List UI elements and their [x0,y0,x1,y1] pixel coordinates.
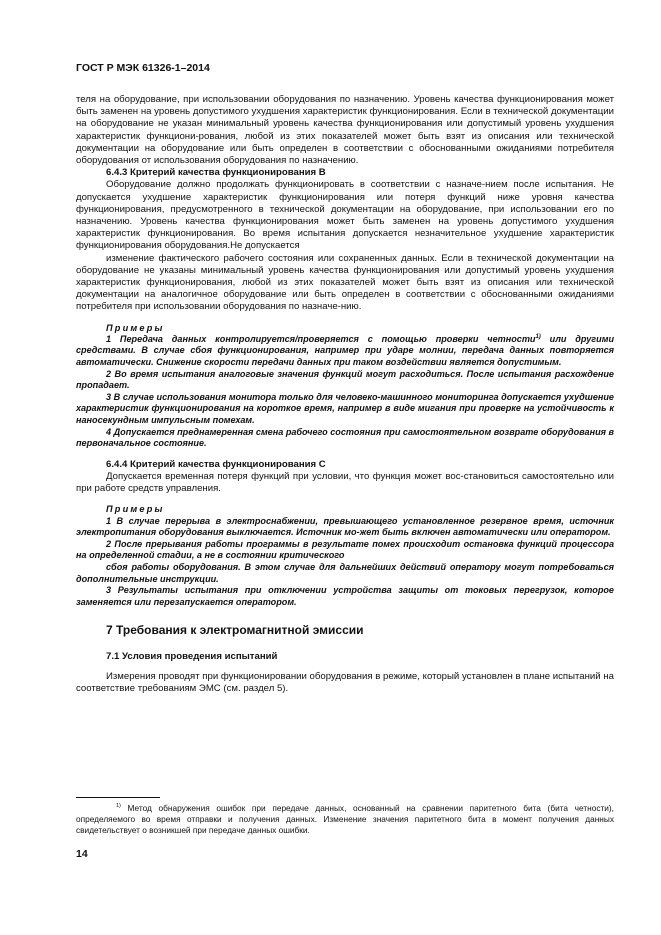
example-item: 4 Допускается преднамеренная смена рабочего состояния при самостоятельном возврате оборудования в первоначальное состояние. [76,426,614,449]
example-item: 3 Результаты испытания при отключении устройства защиты от токовых перегрузок, которое заменяется или перезапускается оператором. [76,585,614,607]
page-number: 14 [76,848,88,860]
example-item: 1 В случае перерыва в электроснабжении, превышающего установленное резервное время, источник электропитания оборудования выключается. Источник мо-жет быть включен автоматически или оператором. [76,515,614,538]
example-item: 2 Во время испытания аналоговые значения функций могут расходиться. После испытания расхождение пропадает. [76,368,614,391]
section-heading-7-1: 7.1 Условия проведения испытаний [106,650,278,662]
footnote-divider [76,797,160,798]
footnote-marker: 1) [116,803,121,810]
footnote-ref[interactable]: 1) [535,333,541,340]
section-heading-6-4-4: 6.4.4 Критерий качества функционирования C [106,458,326,470]
section-heading-6-4-3: 6.4.3 Критерий качества функционирования B [106,167,326,179]
example-item [76,334,614,369]
paragraph: Оборудование должно продолжать функционировать в соответствии с назначе-нием после испытания. Не допускается ухудшение характеристик функционирования или потеря функций ниже уровня качества функционирования, предусмотренного в технической документации на оборудование, при использовании его по назначению. Уровень качества функционирования может быть заменен на уровень допустимого ухудшения характеристик функционирования. Во время испытания допускается незначительное ухудшение характеристик функционирования оборудования.Не допускается [76,179,614,252]
paragraph: изменение фактического рабочего состояния или сохраненных данных. Если в технической документации на оборудование не указаны минимальный уровень качества функционирования или допустимый уровень ухудшения характеристик функционирования, любой из этих показателей может быть взят из описания или технической документации на аналогичное оборудование или быть определен в соответствии с обоснованными ожиданиями потребителя при использовании оборудования по назначе-нию. [76,252,614,313]
page-content [76,94,614,695]
paragraph: Измерения проводят при функционировании оборудования в режиме, который установлен в плане испытаний на соответствие требованиям ЭМС (см. раздел 5). [76,670,614,694]
examples-title: Примеры [106,504,165,515]
example-text: или другими средствами. В случае сбоя функционирования, например при ударе молнии, передача данных повторяется автоматически. Снижение скорости передачи данных при таком воздействии является допустимым. [76,333,614,368]
example-item: 3 В случае использования монитора только для человеко-машинного мониторинга допускается ухудшение характеристик функционирования на короткое время, например в виде мигания при проверке на устойчивость к наносекундным импульсным помехам. [76,391,614,426]
section-heading-7: 7 Требования к электромагнитной эмиссии [106,623,364,638]
example-item: сбоя работы оборудования. В этом случае для дальнейших действий оператору могут потребоваться дополнительные инструкции. [76,561,614,584]
example-text: 1 Передача данных контролируется/проверяется с помощью проверки четности [106,333,536,344]
paragraph: Допускается временная потеря функций при условии, что функция может вос-становиться самостоятельно или при работе средств управления. [76,471,614,495]
document-header: ГОСТ Р МЭК 61326-1–2014 [76,62,210,74]
paragraph: теля на оборудование, при использовании оборудования по назначению. Уровень качества функционирования может быть заменен на уровень допустимого ухудшения характеристик функционирования. Если в технической документации на оборудование не указан минимальный уровень качества функционирования или допустимый уровень ухудшения характеристик функциони-рования, любой из этих показателей может быть взят из описания или технической документации на оборудование или быть определен в соответствии с обоснованными ожиданиями потребителя оборудования от использования оборудования по назначению. [76,94,614,167]
footnote [76,803,614,836]
footnote-text: Метод обнаружения ошибок при передаче данных, основанный на сравнении паритетного бита (бита четности), определяемого во время отправки и получения данных. Изменение значения паритетного бита в момент получения данных свидетельствует о возникшей при передаче данных ошибки. [76,803,614,835]
examples-title: Примеры [106,322,165,333]
example-item: 2 После прерывания работы программы в результате помех происходит остановка функций процессора на определенной стадии, а не в состоянии критического [76,538,614,561]
